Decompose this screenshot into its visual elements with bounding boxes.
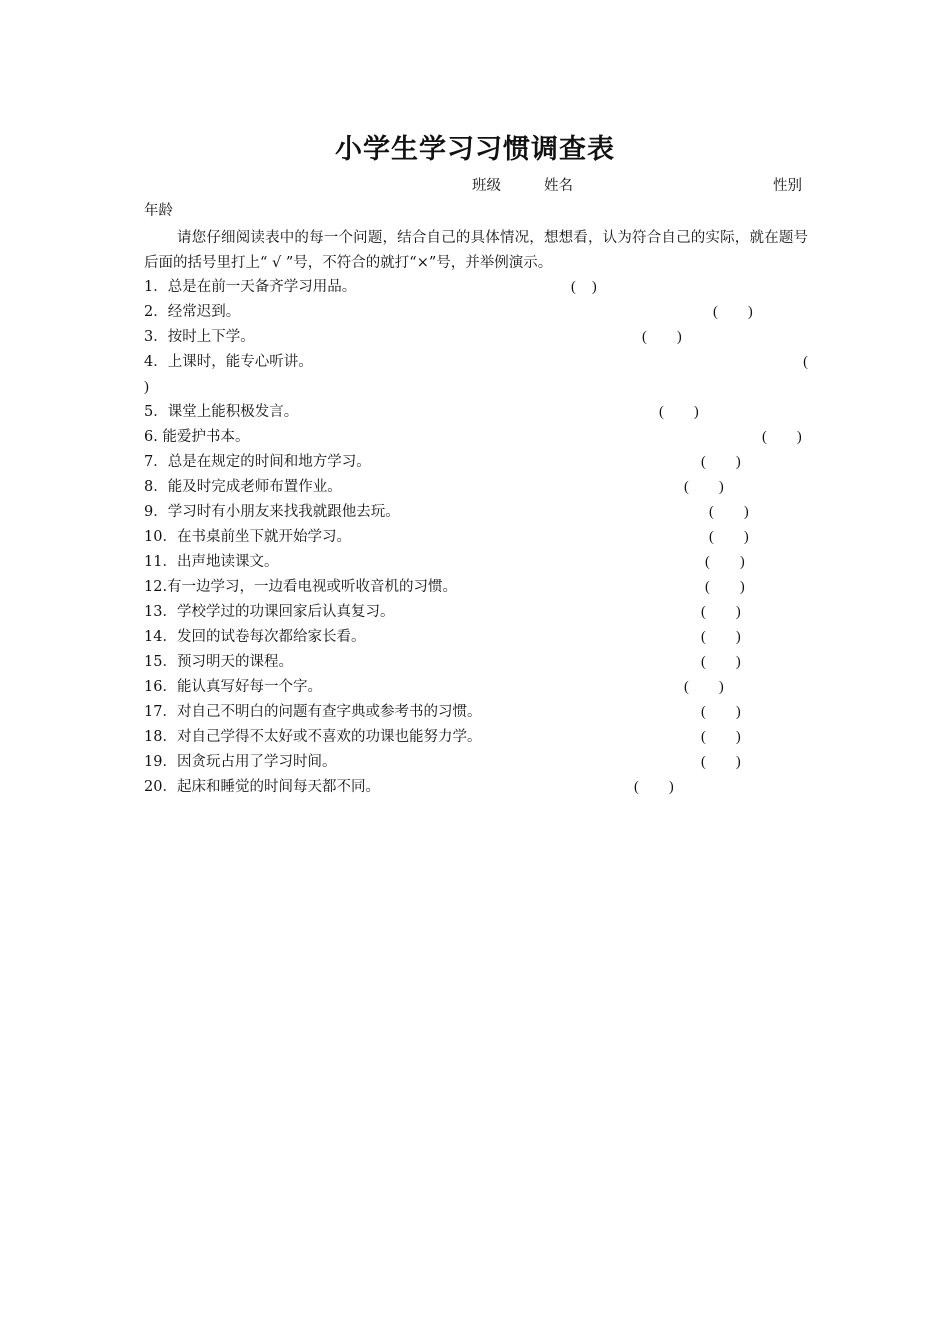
question-item [144, 400, 808, 425]
question-item [144, 500, 808, 525]
answer-bracket[interactable]: ( ) [701, 629, 741, 645]
answer-bracket[interactable]: ( ) [701, 729, 741, 745]
answer-bracket[interactable]: ( ) [634, 779, 674, 795]
instructions: 请您仔细阅读表中的每一个问题，结合自己的具体情况，想想看，认为符合自己的实际，就在题号后面的括号里打上“ √ ”号，不符合的就打“×”号，并举例演示。 [144, 230, 808, 271]
answer-bracket[interactable]: ( ) [659, 404, 699, 420]
question-item [144, 425, 808, 450]
question-text: 5．课堂上能积极发言。 [144, 404, 299, 420]
question-text: 11．出声地读课文。 [144, 554, 279, 570]
question-item [144, 675, 808, 700]
question-text: 13．学校学过的功课回家后认真复习。 [144, 604, 395, 620]
question-item [144, 600, 808, 625]
question-text: 15．预习明天的课程。 [144, 654, 293, 670]
answer-bracket[interactable]: ( ) [705, 579, 745, 595]
answer-bracket[interactable]: ( ) [684, 679, 724, 695]
question-item [144, 275, 808, 300]
answer-bracket[interactable]: ( ) [701, 704, 741, 720]
question-item [144, 450, 808, 475]
answer-bracket[interactable]: ( ) [701, 754, 741, 770]
question-text: 14．发回的试卷每次都给家长看。 [144, 629, 366, 645]
name-label: 姓名 [544, 178, 573, 194]
question-text: 10．在书桌前坐下就开始学习。 [144, 529, 351, 545]
question-text: 19．因贪玩占用了学习时间。 [144, 754, 337, 770]
question-item [144, 725, 808, 750]
answer-bracket[interactable]: ( ) [713, 304, 753, 320]
question-text: 3．按时上下学。 [144, 329, 255, 345]
answer-bracket[interactable]: ( ) [701, 454, 741, 470]
answer-bracket[interactable]: ( ) [762, 429, 802, 445]
question-text: 20．起床和睡觉的时间每天都不同。 [144, 779, 380, 795]
answer-bracket[interactable]: ( ) [709, 529, 749, 545]
question-item [144, 750, 808, 775]
question-item [144, 575, 808, 600]
answer-bracket-close: ) [144, 379, 149, 395]
answer-bracket[interactable]: ( ) [642, 329, 682, 345]
answer-bracket[interactable]: ( ) [684, 479, 724, 495]
question-text: 7．总是在规定的时间和地方学习。 [144, 454, 371, 470]
question-item [144, 300, 808, 325]
question-text: 4．上课时，能专心听讲。 [144, 354, 313, 370]
class-label: 班级 [472, 178, 501, 194]
question-item [144, 525, 808, 550]
question-item [144, 650, 808, 675]
question-item [144, 350, 808, 400]
question-item [144, 325, 808, 350]
gender-label: 性别 [773, 178, 802, 194]
answer-bracket[interactable]: ( [803, 354, 808, 370]
question-item [144, 700, 808, 725]
answer-bracket[interactable]: ( ) [701, 604, 741, 620]
question-item [144, 775, 808, 800]
question-text: 17．对自己不明白的问题有查字典或参考书的习惯。 [144, 704, 482, 720]
answer-bracket[interactable]: ( ) [709, 504, 749, 520]
question-list [144, 275, 808, 800]
question-text: 6. 能爱护书本。 [144, 429, 250, 445]
page-title: 小学生学习习惯调查表 [335, 134, 615, 165]
question-text: 1．总是在前一天备齐学习用品。 [144, 279, 357, 295]
question-item [144, 550, 808, 575]
answer-bracket[interactable]: ( ) [705, 554, 745, 570]
question-item [144, 625, 808, 650]
answer-bracket[interactable]: ( ) [701, 654, 741, 670]
question-text: 16．能认真写好每一个字。 [144, 679, 322, 695]
age-label: 年龄 [144, 203, 173, 219]
question-text: 2．经常迟到。 [144, 304, 241, 320]
question-text: 12.有一边学习，一边看电视或听收音机的习惯。 [144, 579, 458, 595]
answer-bracket[interactable]: ( ) [571, 279, 597, 295]
question-text: 18．对自己学得不太好或不喜欢的功课也能努力学。 [144, 729, 482, 745]
question-text: 8．能及时完成老师布置作业。 [144, 479, 342, 495]
question-text: 9．学习时有小朋友来找我就跟他去玩。 [144, 504, 400, 520]
question-item [144, 475, 808, 500]
